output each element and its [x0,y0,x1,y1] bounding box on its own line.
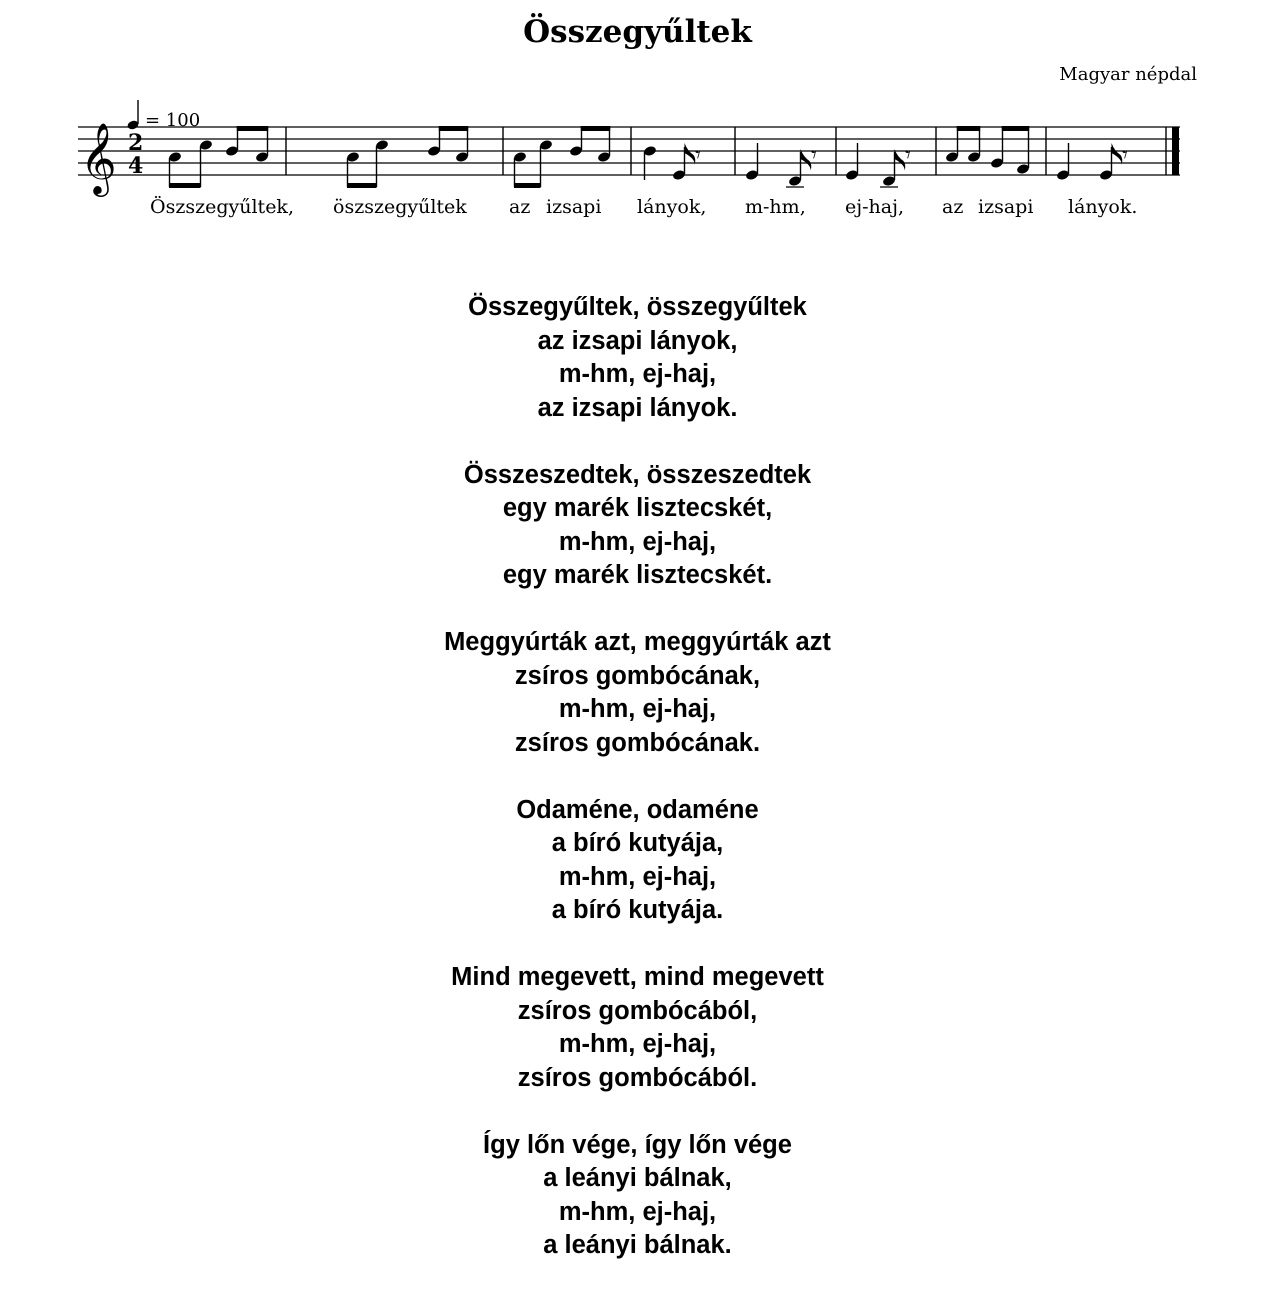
beam [347,183,377,188]
score-lyric-word: az [509,196,531,218]
composer-credit: Magyar népdal [1059,64,1197,85]
stanza [0,291,1275,425]
stanza-line: m-hm, ej-haj, [558,360,717,388]
stanza-line: Meggyúrták azt, meggyúrták azt [444,628,831,656]
note-flag [895,149,906,171]
beam [169,183,201,188]
stanza-line: a bíró kutyája, [551,829,724,857]
stanza-line: m-hm, ej-haj, [558,1197,717,1226]
tempo-note-icon [126,100,139,131]
note-flag [801,149,812,171]
stanza-line: a leányi bálnak, [543,1164,732,1192]
score-lyric-word: Öszszegyűltek, [150,196,294,218]
beam [237,126,268,131]
score-lyric-word: ej-haj, [845,196,905,218]
stanza-line: egy marék lisztecskét, [502,494,773,522]
stanza-line: Így lőn vége, így lőn vége [483,1130,792,1159]
stanza-line: egy marék lisztecskét. [502,561,773,589]
eighth-rest-icon: 𝄾 [1122,143,1128,168]
stanza-line: a bíró kutyája. [551,896,724,924]
stanza-line: m-hm, ej-haj, [558,862,717,891]
notes-layer [168,126,1128,188]
staff-lines [78,127,1180,175]
note-flag [685,143,696,165]
song-title: Összegyűltek [523,14,752,50]
stanza-line: m-hm, ej-haj, [558,695,717,723]
stanza-line: zsíros gombócának. [514,728,761,757]
stanza-line: Mind megevett, mind megevett [451,963,824,991]
score-lyric-word: izsapi [978,196,1034,218]
beam [514,183,541,188]
stanza-line: Összeszedtek, összeszedtek [463,460,812,489]
score-lyric-word: izsapi [546,196,602,218]
time-signature-bottom: 4 [128,153,144,179]
score-lyric-word: lányok, [637,196,707,218]
stanza [0,794,1275,928]
stanza [0,961,1275,1095]
beam [957,126,980,131]
eighth-rest-icon: 𝄾 [811,143,817,168]
stanza-line: a leányi bálnak. [543,1231,732,1259]
music-score [0,90,1275,200]
stanza-line: zsíros gombócából, [517,996,758,1025]
score-lyric-word: lányok. [1068,196,1138,218]
stanza-line: m-hm, ej-haj, [558,1030,717,1058]
lyrics-verses [0,291,1275,1296]
treble-clef-icon: 𝄞 [80,121,117,194]
score-lyric-word: m-hm, [745,196,806,218]
stanza [0,459,1275,593]
time-signature-top: 2 [128,130,144,156]
tempo-marking: = 100 [145,110,201,131]
stanza-line: az izsapi lányok, [537,326,738,355]
beam [1002,126,1029,131]
stanza [0,626,1275,760]
stanza-line: m-hm, ej-haj, [558,527,717,556]
eighth-rest-icon: 𝄾 [905,143,911,168]
stanza-line: Odaméne, odaméne [516,795,759,824]
stanza-line: Összegyűltek, összegyűltek [468,293,807,321]
stanza-line: az izsapi lányok. [537,393,738,422]
stanza-line: zsíros gombócának, [514,661,761,690]
score-lyric-word: öszszegyűltek [333,196,467,218]
note-flag [1112,143,1123,165]
stanza-line: zsíros gombócából. [517,1063,758,1092]
score-lyric-word: az [942,196,964,218]
beam [439,126,468,131]
eighth-rest-icon: 𝄾 [695,143,701,168]
beam [581,126,610,131]
stanza [0,1129,1275,1263]
